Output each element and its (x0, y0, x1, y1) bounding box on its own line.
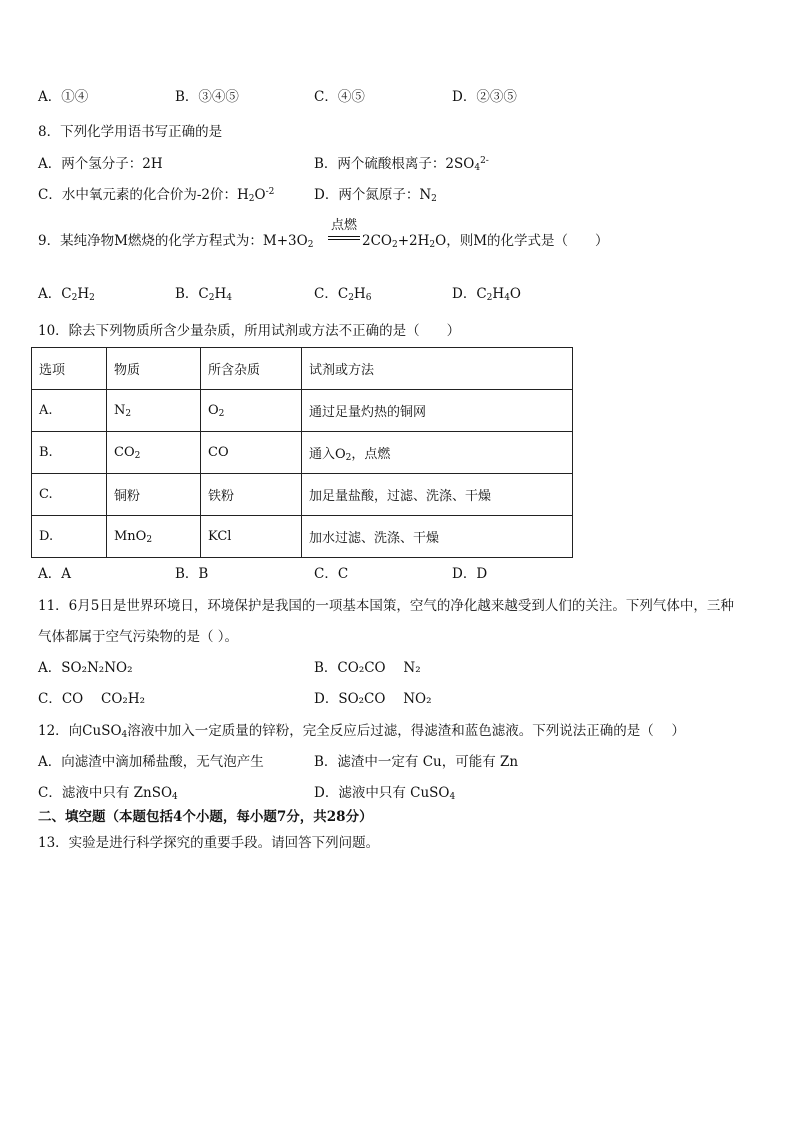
q8-stem: 8．下列化学用语书写正确的是 (38, 124, 223, 140)
q7-option-b: B．③④⑤ (175, 89, 239, 105)
table-cell-method: 加足量盐酸，过滤、洗涤、干燥 (302, 474, 573, 516)
q11-stem-line1: 11．6月5日是世界环境日，环境保护是我国的一项基本国策，空气的净化越来越受到人们的关注。下列气体中，三种 (38, 598, 734, 614)
table-cell-substance: 铜粉 (107, 474, 201, 516)
table-cell-method: 加水过滤、洗涤、干燥 (302, 516, 573, 558)
table-row (32, 390, 573, 432)
q10-table (31, 347, 573, 558)
table-cell-impurity: $O_2$ (201, 390, 302, 432)
q12-option-a: A．向滤渣中滴加稀盐酸，无气泡产生 (38, 754, 264, 770)
table-row (32, 432, 573, 474)
q8-option-d: D．两个氮原子：$N_2$ (314, 187, 437, 204)
q10-stem: 10．除去下列物质所含少量杂质，所用试剂或方法不正确的是（ ） (38, 323, 461, 339)
q12-option-c: C．滤液中只有 ZnSO$_4$ (38, 785, 178, 802)
q11-option-d: D．SO₂CO NO₂ (314, 691, 432, 707)
table-cell-option: C. (32, 474, 107, 516)
q13-stem: 13．实验是进行科学探究的重要手段。请回答下列问题。 (38, 835, 380, 851)
table-cell-substance: MnO$_2$ (107, 516, 201, 558)
reaction-condition-arrow (328, 219, 360, 241)
q9-stem-left: 9．某纯净物M燃烧的化学方程式为：$M+3O_2$ (38, 233, 314, 250)
table-cell-option: A. (32, 390, 107, 432)
q10-option-c: C．C (314, 566, 349, 582)
reaction-condition: 点燃 (330, 218, 357, 233)
q9-option-c: C．$C_2H_6$ (314, 286, 372, 303)
table-cell-impurity: CO (201, 432, 302, 474)
q9-option-b: B．$C_2H_4$ (175, 286, 233, 303)
table-row (32, 474, 573, 516)
table-cell-option: B. (32, 432, 107, 474)
q7-option-c: C．④⑤ (314, 89, 365, 105)
q12-option-d: D．滤液中只有 CuSO$_4$ (314, 785, 456, 802)
q8-option-a: A．两个氢分子：2H (38, 156, 163, 172)
table-cell-impurity: 铁粉 (201, 474, 302, 516)
q9-option-a: A．$C_2H_2$ (38, 286, 95, 303)
q12-stem: 12．向CuSO$_4$溶液中加入一定质量的锌粉，完全反应后过滤，得滤渣和蓝色滤液。下列说法正确的是（ ） (38, 723, 686, 740)
q8-option-c: C．水中氧元素的化合价为-2价：$H_2O^{-2}$ (38, 187, 275, 204)
q7-option-a: A．①④ (38, 89, 89, 105)
table-cell-method: 通过足量灼热的铜网 (302, 390, 573, 432)
table-header-cell: 所含杂质 (201, 348, 302, 390)
section-heading: 二、填空题（本题包括4个小题，每小题7分，共28分） (38, 809, 373, 825)
q7-option-d: D．②③⑤ (452, 89, 517, 105)
equals-bar-bottom (328, 239, 360, 240)
q12-option-b: B．滤渣中一定有 Cu，可能有 Zn (314, 754, 519, 770)
q11-option-b: B．CO₂CO N₂ (314, 660, 421, 676)
table-row (32, 516, 573, 558)
table-header-cell: 物质 (107, 348, 201, 390)
table-cell-method: 通入$O_2$，点燃 (302, 432, 573, 474)
q11-option-c: C．CO CO₂H₂ (38, 691, 146, 707)
table-header-row (32, 348, 573, 390)
table-header-cell: 试剂或方法 (302, 348, 573, 390)
q9-option-d: D．$C_2H_4O$ (452, 286, 521, 303)
q11-stem-line2: 气体都属于空气污染物的是（ ）。 (38, 629, 239, 645)
table-cell-substance: $CO_2$ (107, 432, 201, 474)
table-cell-substance: $N_2$ (107, 390, 201, 432)
q11-option-a: A．SO₂N₂NO₂ (38, 660, 133, 676)
q9-stem-right: $2CO_2+2H_2O$，则M的化学式是（ ） (362, 233, 609, 250)
table-cell-option: D. (32, 516, 107, 558)
q10-option-b: B．B (175, 566, 209, 582)
q8-option-b: B．两个硫酸根离子：$2SO_4^{2-}$ (314, 156, 489, 173)
table-header-cell: 选项 (32, 348, 107, 390)
q10-option-d: D．D (452, 566, 488, 582)
q10-option-a: A．A (38, 566, 71, 582)
table-cell-impurity: KCl (201, 516, 302, 558)
equals-bar-top (328, 236, 360, 237)
